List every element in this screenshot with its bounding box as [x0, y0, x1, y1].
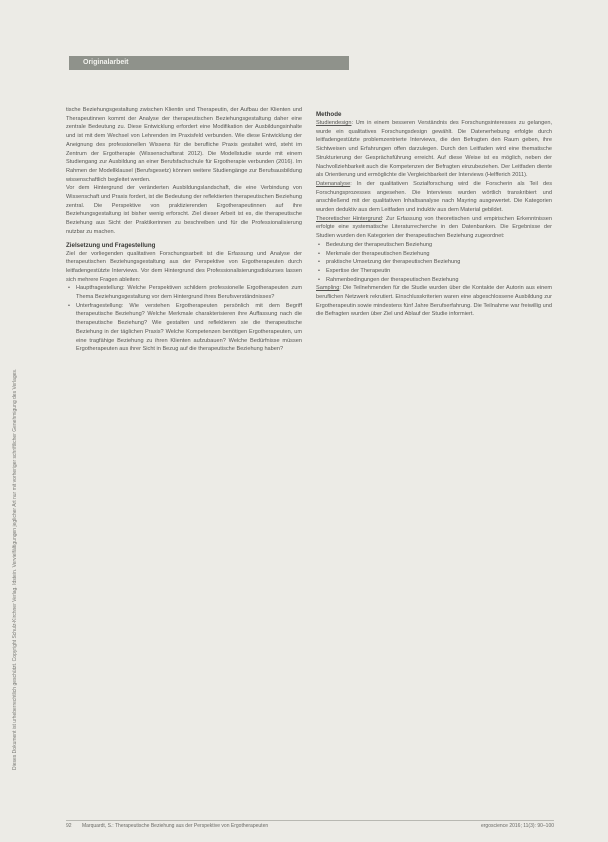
page-footer	[66, 820, 554, 831]
subsection-label: Studiendesign	[316, 120, 352, 126]
body-paragraph: Datenanalyse: In der qualitativen Sozialforschung wird die Forscherin als Teil des Forschungsprozesses angesehen. Die Interviews wurden wörtlich transkribiert und anschließend mit der qualitativen Inhaltsanalyse nach Mayring ausgewertet. Die Kategorien wurden deduktiv aus dem Leitfaden und induktiv aus dem Material gebildet.	[316, 180, 552, 214]
body-paragraph: Vor dem Hintergrund der veränderten Ausbildungslandschaft, die eine Verbindung von Wissenschaft und Praxis fordert, ist die Bedeutung der reflektierten therapeutischen Beziehung zentral. Die Perspektive von praktizierenden Ergotherapeutinnen auf ihre Beziehungsgestaltung ist bisher wenig erforscht. Ziel dieser Arbeit ist es, die therapeutische Beziehung aus Sicht der Praktikerinnen zu beschreiben und für die Professionalisierung nutzbar zu machen.	[66, 185, 302, 235]
list-item: • Unterfragestellung: Wie verstehen Ergotherapeuten persönlich mit dem Begriff therapeutische Beziehung? Welche Merkmale charakterisieren ihre Auffassung nach die therapeutische Beziehung? Wie gestalten und reflektieren sie die therapeutische Beziehung in der täglichen Praxis? Welche Kompetenzen benötigen Ergotherapeuten, um eine tragfähige Beziehung zu ihren Klienten aufzubauen? Welche Bedürfnisse müssen Ergotherapeuten aus ihrer Sicht in Bezug auf die therapeutische Beziehung haben?	[76, 302, 302, 354]
subsection-label: Sampling	[316, 285, 340, 292]
body-text: Zur Erfassung von theoretischen und empirischen Erkenntnissen erfolgte eine systematische Literaturrecherche in den Datenbanken. Die Ergebnisse der Studien wurden den Kategorien der therapeutischen Beziehung zugeordnet:	[316, 215, 552, 240]
journal-issue: ergoscience 2016; 11(3): 90–100	[480, 823, 554, 829]
body-paragraph: Ziel der vorliegenden qualitativen Forschungsarbeit ist die Erfassung und Analyse der therapeutischen Beziehungsgestaltung aus der Perspektive von Ergotherapeuten durch leitfadengestützte Interviews. Vor dem Hintergrund des Professionalisierungsdiskurses lassen sich mehrere Fragen ableiten:	[66, 250, 302, 283]
subsection-label: Datenanalyse	[316, 180, 351, 187]
body-paragraph: Studiendesign: Um in einem besseren Verständnis des Forschungsinteresses zu gelangen, wurde ein qualitatives Forschungsdesign gewählt. Die Datenerhebung erfolgte durch leitfadengestützte problemzentrierte Interviews, die den Befragten den Raum geben, ihre Sichtweisen und Erfahrungen offen darzulegen. Durch den Leitfaden wird eine thematische Strukturierung der Gesprächsführung erreicht. Auf diese Weise ist es möglich, neben der Nachvollziehbarkeit auch die Kompetenzen der Befragten einzubeziehen. Der Leitfaden diente als Orientierung und ermöglichte die Vergleichbarkeit der Interviews (Helfferich 2011).	[316, 120, 552, 179]
left-column	[66, 106, 302, 354]
body-paragraph: Sampling: Die Teilnehmenden für die Studie wurden über die Kontakte der Autorin aus einem beruflichen Netzwerk rekrutiert. Einschlusskriterien waren eine abgeschlossene Ausbildung zur Ergotherapeutin sowie mindestens fünf Jahre Berufserfahrung. Die Teilnahme war freiwillig und die Befragten wurden über Ziel und Ablauf der Studie informiert.	[316, 285, 553, 318]
section-label: Originalarbeit	[69, 56, 349, 70]
body-text: Um in einem besseren Verständnis des Forschungsinteresses zu gelangen, wurde ein qualitatives Forschungsdesign gewählt. Die Datenerhebung erfolgte durch leitfadengestützte problemzentrierte Interviews, die den Befragten den Raum geben, ihre Sichtweisen und Erfahrungen offen darzulegen. Durch den Leitfaden wird eine thematische Strukturierung der Gesprächsführung erreicht. Auf diese Weise ist es möglich, neben der Nachvollziehbarkeit auch die Kompetenzen der Befragten einzubeziehen. Der Leitfaden diente als Orientierung und ermöglichte die Vergleichbarkeit der Interviews (Helfferich 2011).	[316, 120, 552, 179]
page-number: 92	[66, 823, 72, 829]
intro-paragraph: tische Beziehungsgestaltung zwischen Klientin und Therapeutin, der Aufbau der Klienten und Therapeutinnen kommt der Analyse der therapeutischen Beziehungsgestaltung daher eine zentrale Bedeutung zu. Diese Entwicklung erfordert eine Modifikation der Ausbildungsinhalte und ist mit dem Wechsel von Lehrenden im Praxisfeld verbunden. Wie diese Entwicklung der Aneignung des professionellen Wissens für die berufliche Praxis gestaltet wird, steht im Zentrum der Ergotherapie (Wissenschaftsrat 2012). Die Modellstudie wurde mit einem Studiengang zur Ausbildung an einer Berufsfachschule für Ergotherapie verbunden (2016). Im Rahmen der Modellklausel (Berufsgesetz) können weitere Studiengänge zur Berufsausbildung wissenschaftlich begleitet werden.	[66, 107, 302, 183]
category-list	[316, 241, 552, 285]
body-paragraph: Theoretischer Hintergrund: Zur Erfassung von theoretischen und empirischen Erkenntnissen erfolgte eine systematische Literaturrecherche in den Datenbanken. Die Ergebnisse der Studien wurden den Kategorien der therapeutischen Beziehung zugeordnet:	[316, 215, 552, 240]
list-item: • Rahmenbedingungen der therapeutischen Beziehung	[326, 276, 552, 285]
list-item: • Bedeutung der therapeutischen Beziehung	[326, 241, 552, 250]
question-list	[66, 284, 302, 354]
footer-citation: Marquardt, S.: Therapeutische Beziehung aus der Perspektive von Ergotherapeuten	[82, 823, 269, 829]
right-column	[316, 106, 552, 319]
copyright-side-note: Dieses Dokument ist urheberrechtlich geschützt. Copyright Schulz-Kirchner Verlag. Idstein. Vervielfältigungen jeglicher Art nur mit vorheriger schriftlicher Genehmigung des Verlages.	[12, 368, 18, 770]
list-item: • Expertise der Therapeutin	[326, 267, 552, 276]
list-item: • praktische Umsetzung der therapeutischen Beziehung	[326, 258, 552, 267]
section-heading: Methode	[316, 111, 342, 118]
list-item: • Hauptfragestellung: Welche Perspektiven schildern professionelle Ergotherapeuten zum Thema Beziehungsgestaltung vor dem Hintergrund ihres Berufsverständnisses?	[76, 284, 302, 301]
list-item: • Merkmale der therapeutischen Beziehung	[326, 250, 552, 259]
subsection-label: Theoretischer Hintergrund	[316, 215, 382, 222]
body-text: In der qualitativen Sozialforschung wird die Forscherin als Teil des Forschungsprozesses angesehen. Die Interviews wurden wörtlich transkribiert und anschließend mit der qualitativen Inhaltsanalyse nach Mayring ausgewertet. Die Kategorien wurden deduktiv aus dem Leitfaden und induktiv aus dem Material gebildet.	[316, 180, 552, 214]
body-text: Die Teilnehmenden für die Studie wurden über die Kontakte der Autorin aus einem beruflichen Netzwerk rekrutiert. Einschlusskriterien waren eine abgeschlossene Ausbildung zur Ergotherapeutin sowie mindestens fünf Jahre Berufserfahrung. Die Teilnahme war freiwillig und die Befragten wurden über Ziel und Ablauf der Studie informiert.	[316, 285, 553, 318]
section-heading: Zielsetzung und Fragestellung	[66, 241, 156, 249]
